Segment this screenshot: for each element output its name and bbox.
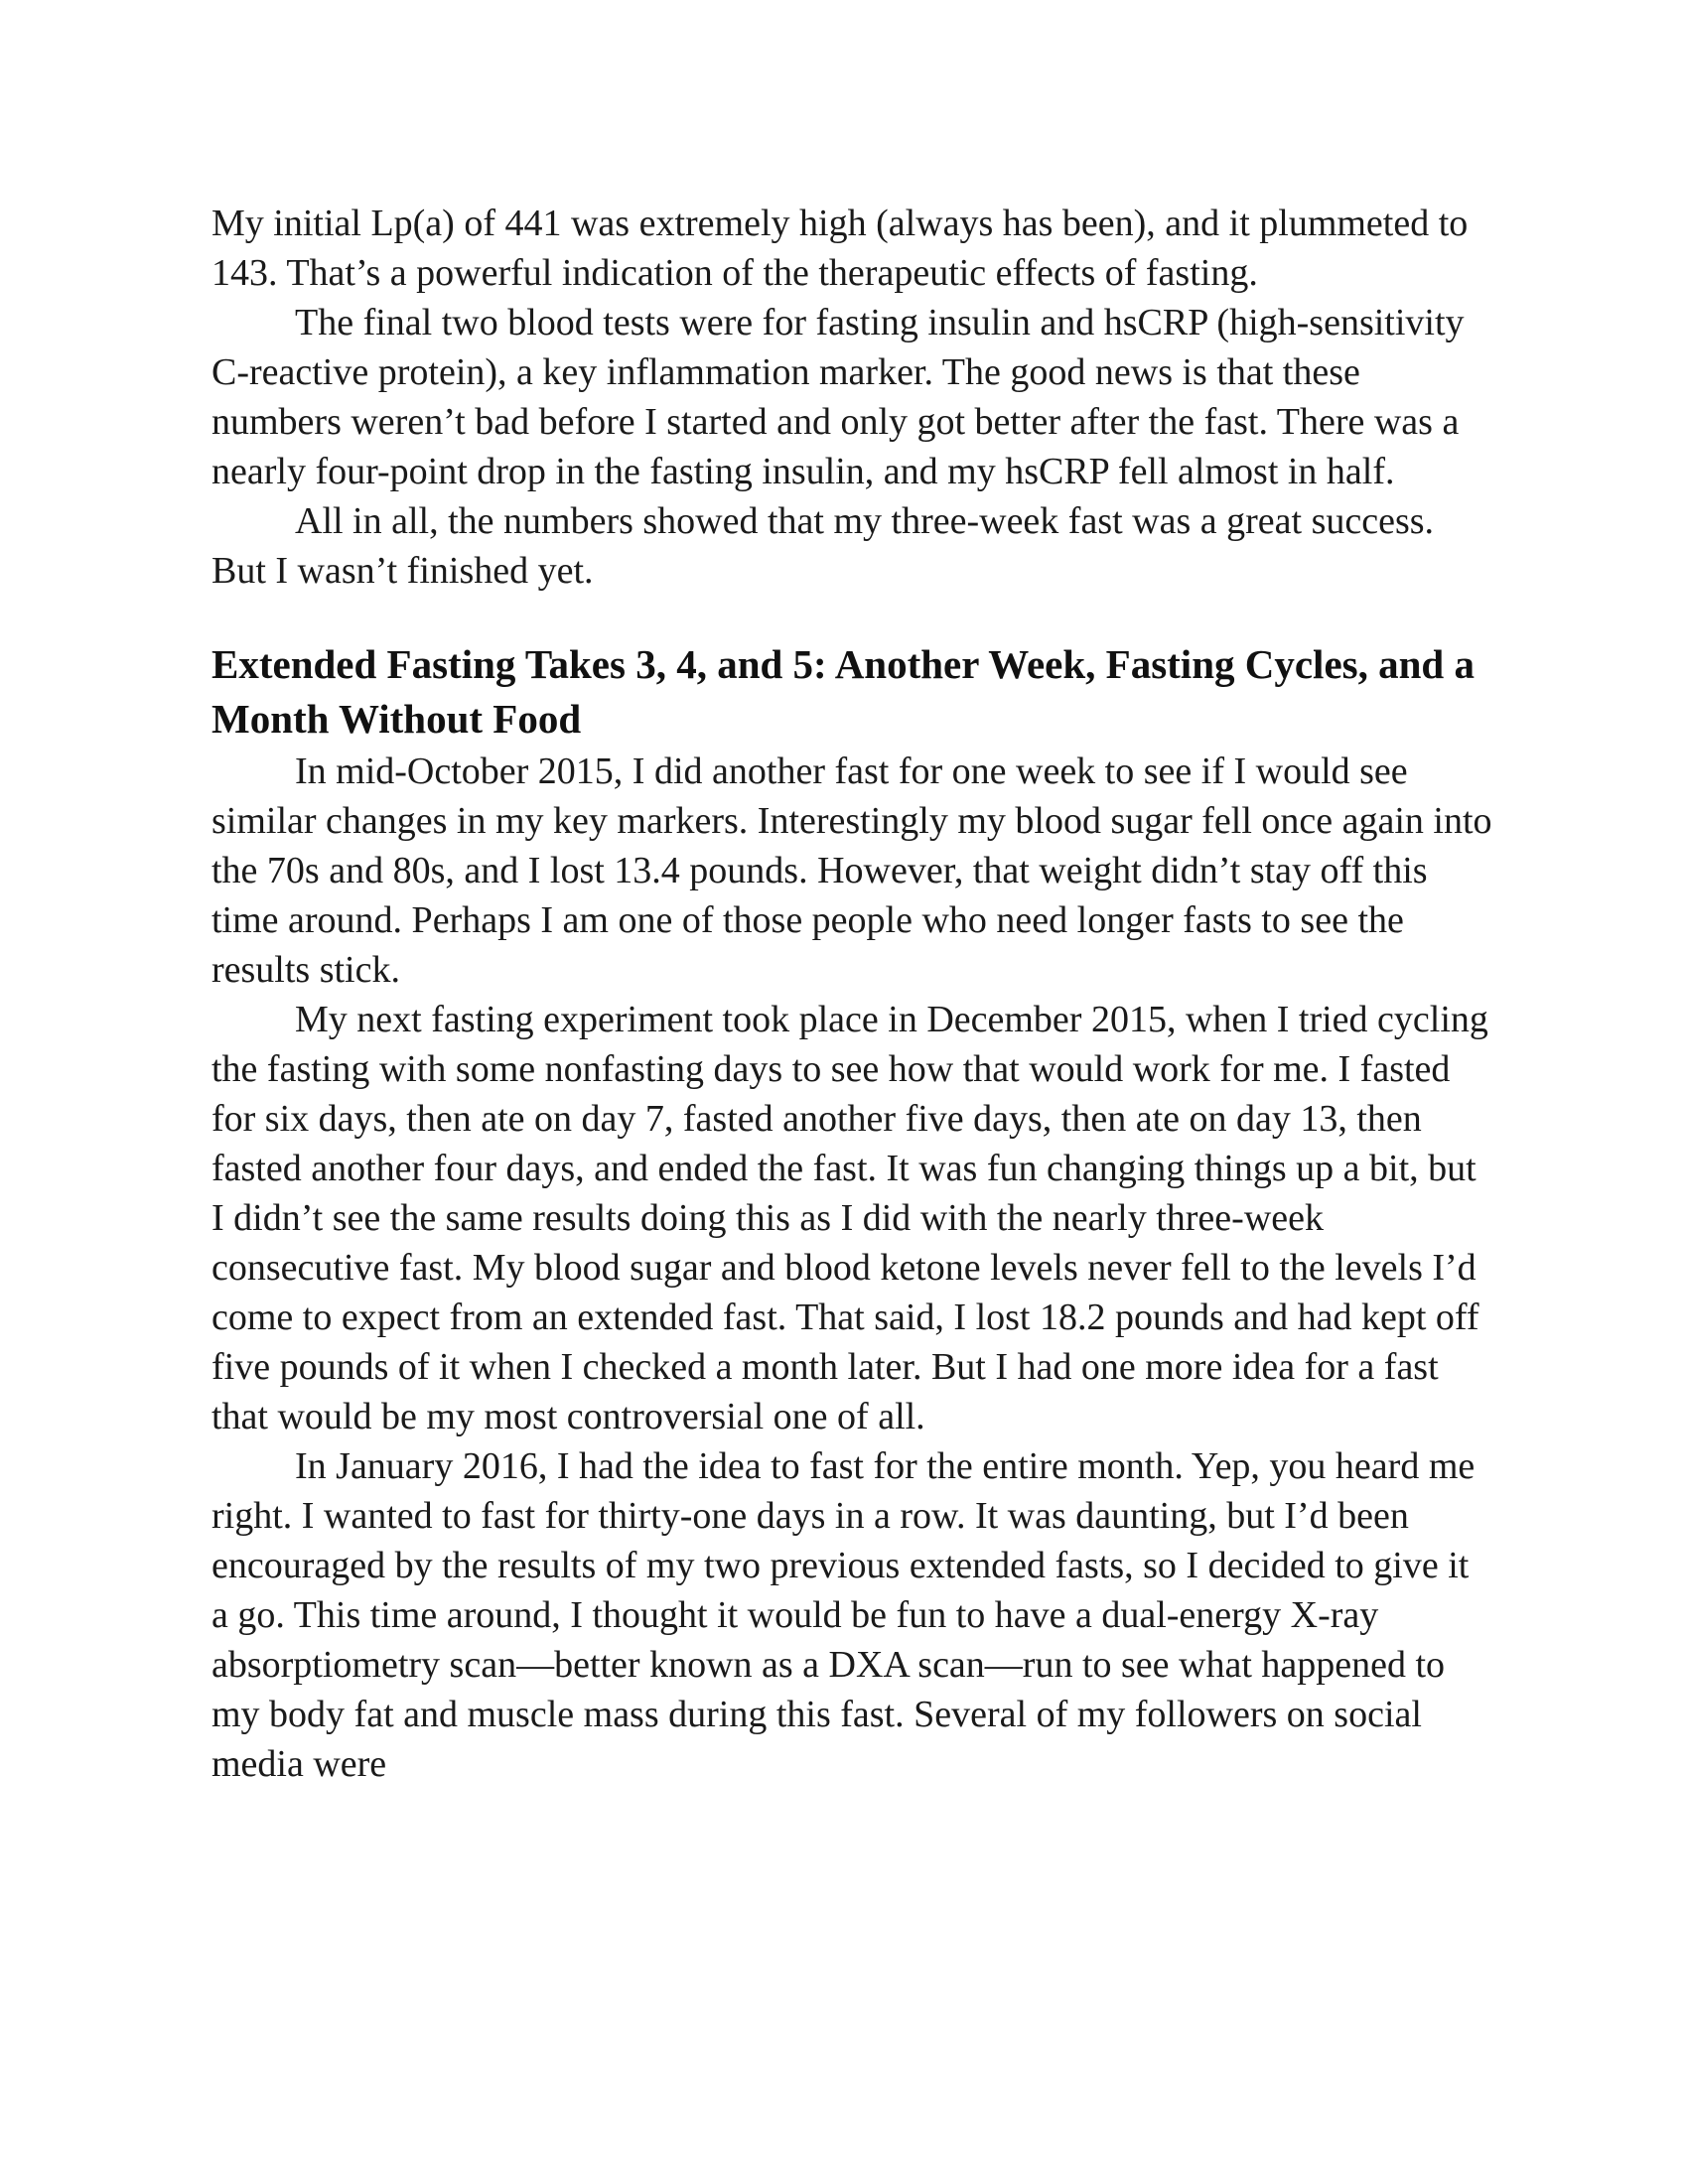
paragraph-october-fast: In mid-October 2015, I did another fast for one week to see if I would see similar changes in my key markers. Interestingly my blood sugar fell once again into the 70s and 80s, and I lost 13.4 pounds. However, that weight didn’t stay off this time around. Perhaps I am one of those people who need longer fasts to see the results stick.: [211, 751, 1492, 991]
paragraph-lpa-result: My initial Lp(a) of 441 was extremely high (always has been), and it plummeted to 143. That’s a powerful indication of the therapeutic effects of fasting.: [211, 203, 1469, 294]
paragraph-december-cycles: My next fasting experiment took place in December 2015, when I tried cycling the fasting with some nonfasting days to see how that would work for me. I fasted for six days, then ate on day 7, fasted another five days, then ate on day 13, then fasted another four days, and ended the fast. It was fun changing things up a bit, but I didn’t see the same results doing this as I did with the nearly three-week consecutive fast. My blood sugar and blood ketone levels never fell to the levels I’d come to expect from an extended fast. That said, I lost 18.2 pounds and had kept off five pounds of it when I checked a month later. But I had one more idea for a fast that would be my most controversial one of all.: [211, 999, 1488, 1437]
paragraph-three-week-summary: All in all, the numbers showed that my three-week fast was a great success. But I wasn’t finished yet.: [211, 500, 1435, 592]
paragraph-january-month: In January 2016, I had the idea to fast for the entire month. Yep, you heard me right. I wanted to fast for thirty-one days in a row. It was daunting, but I’d been encouraged by the results of my two previous extended fasts, so I decided to give it a go. This time around, I thought it would be fun to have a dual-energy X-ray absorptiometry scan—better known as a DXA scan—run to see what happened to my body fat and muscle mass during this fast. Several of my followers on social media were: [211, 1445, 1476, 1785]
section-heading: Extended Fasting Takes 3, 4, and 5: Another Week, Fasting Cycles, and a Month Without Food: [211, 641, 1475, 742]
paragraph-insulin-hscrp: The final two blood tests were for fasting insulin and hsCRP (high-sensitivity C-reactive protein), a key inflammation marker. The good news is that these numbers weren’t bad before I started and only got better after the fast. There was a nearly four-point drop in the fasting insulin, and my hsCRP fell almost in half.: [211, 302, 1465, 492]
book-page: [211, 199, 1492, 1789]
